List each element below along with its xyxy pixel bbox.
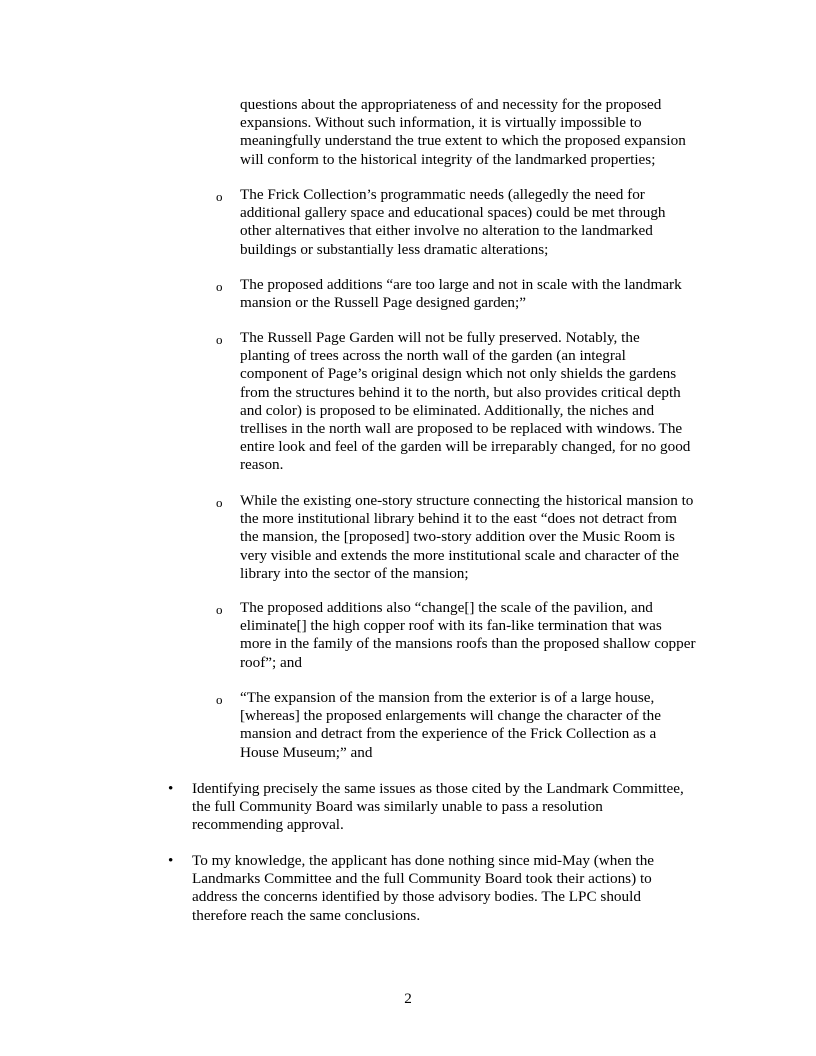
text-line: The Frick Collection’s programmatic needs (allegedly the need for	[240, 186, 645, 203]
text-line: and color) is proposed to be eliminated. Additionally, the niches and	[240, 401, 655, 419]
text-line: meaningfully understand the true extent to which the proposed expansion	[240, 132, 686, 150]
text-line: To my knowledge, the applicant has done nothing since mid-May (when the	[192, 852, 655, 869]
text-line: The proposed additions also “change[] the scale of the pavilion, and	[240, 599, 653, 616]
text-line: planting of trees across the north wall of the garden (an integral	[240, 347, 626, 365]
text-line: from the structures behind it to the north, but also provides critical depth	[240, 383, 681, 401]
text-line: recommending approval.	[192, 816, 344, 834]
bullet-marker: •	[168, 780, 174, 797]
sub-bullet-marker: o	[216, 189, 223, 204]
text-line: [whereas] the proposed enlargements will change the character of the	[240, 707, 661, 725]
text-line: mansion or the Russell Page designed garden;”	[240, 294, 526, 312]
sub-bullet-item	[240, 492, 693, 583]
sub-bullet-marker: o	[216, 332, 223, 347]
text-line: The Russell Page Garden will not be fully preserved. Notably, the	[240, 329, 640, 346]
text-line: more in the family of the mansions roofs than the proposed shallow copper	[240, 635, 696, 653]
sub-bullet-marker: o	[216, 692, 223, 707]
text-line: will conform to the historical integrity of the landmarked properties;	[240, 150, 656, 168]
page-number: 2	[404, 990, 412, 1007]
sub-bullet-item	[240, 276, 682, 312]
text-line: mansion and detract from the experience of the Frick Collection as a	[240, 725, 657, 743]
sub-bullet-item	[240, 329, 690, 475]
text-line: “The expansion of the mansion from the exterior is of a large house,	[240, 689, 655, 706]
text-line: Landmarks Committee and the full Community Board took their actions) to	[192, 870, 652, 888]
text-line: Identifying precisely the same issues as those cited by the Landmark Committee,	[192, 780, 684, 797]
sub-bullet-item	[240, 186, 666, 259]
bullet-item	[192, 852, 654, 925]
sub-bullet-marker: o	[216, 602, 223, 617]
text-line: component of Page’s original design which not only shields the gardens	[240, 365, 677, 383]
text-line: expansions. Without such information, it is virtually impossible to	[240, 114, 642, 132]
text-line: therefore reach the same conclusions.	[192, 906, 421, 924]
text-line: questions about the appropriateness of and necessity for the proposed	[240, 96, 662, 113]
text-line: The proposed additions “are too large and not in scale with the landmark	[240, 276, 682, 293]
text-line: reason.	[240, 456, 284, 474]
text-line: the mansion, the [proposed] two-story addition over the Music Room is	[240, 528, 675, 546]
text-line: address the concerns identified by those advisory bodies. The LPC should	[192, 888, 641, 906]
text-line: House Museum;” and	[240, 743, 373, 761]
text-line: other alternatives that either involve no alteration to the landmarked	[240, 222, 653, 240]
text-line: additional gallery space and educational spaces) could be met through	[240, 204, 666, 222]
text-line: eliminate[] the high copper roof with its fan-like termination that was	[240, 617, 662, 635]
sub-bullet-marker: o	[216, 279, 223, 294]
continuation-paragraph	[240, 96, 686, 169]
text-line: roof”; and	[240, 653, 302, 671]
text-line: library into the sector of the mansion;	[240, 564, 469, 582]
sub-bullet-item	[240, 599, 696, 672]
text-line: the full Community Board was similarly unable to pass a resolution	[192, 798, 603, 816]
text-line: buildings or substantially less dramatic alterations;	[240, 240, 549, 258]
bullet-item	[192, 780, 684, 835]
bullet-marker: •	[168, 852, 174, 869]
text-line: While the existing one-story structure connecting the historical mansion to	[240, 492, 694, 509]
text-line: very visible and extends the more institutional scale and character of the	[240, 546, 680, 564]
sub-bullet-marker: o	[216, 495, 223, 510]
text-line: entire look and feel of the garden will be irreparably changed, for no good	[240, 438, 691, 456]
text-line: the more institutional library behind it to the east “does not detract from	[240, 510, 677, 528]
sub-bullet-item	[240, 689, 661, 762]
text-line: trellises in the north wall are proposed to be replaced with windows. The	[240, 419, 683, 437]
